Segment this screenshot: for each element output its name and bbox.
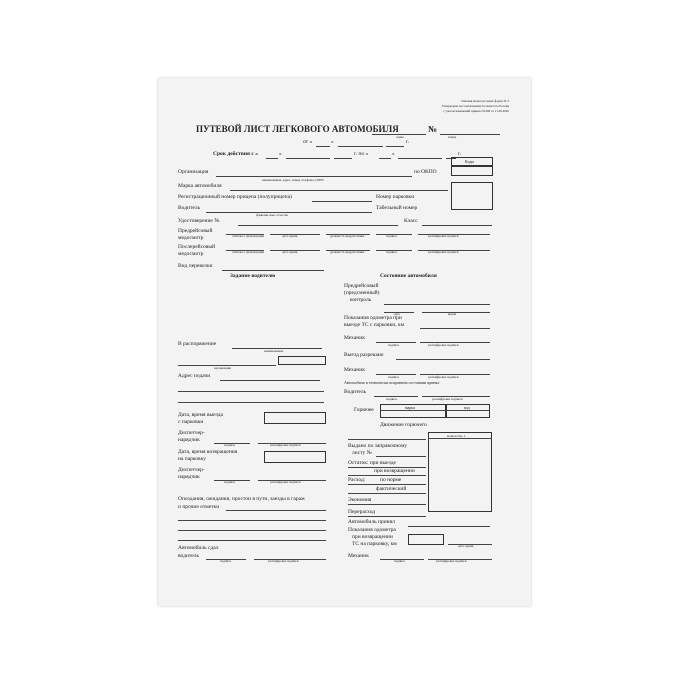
return-label1: Дата, время возвращения: [178, 449, 238, 455]
pretrip-hint-position: должность медработника: [330, 234, 365, 238]
dispatcher2-label2: нарядчик: [178, 474, 200, 480]
odometer-label1: Показания одометра при: [344, 315, 402, 321]
year-suffix: г.: [406, 139, 410, 145]
waybill-form-sheet: Типовая межотраслевая форма № 3 Утверждена постановлением Госкомстата России с учетом изменений приказа №368 от 11.09.2020 ПУТЕВОЙ ЛИСТ ЛЕГКОВОГО АВТОМОБИЛЯ № серия номер от « » г. Срок действия с « » г. по « » г. Коды Организация наименование, адрес, номер телефона, ОГРН по ОКПО Марка автомобиля Регистрационный номер прицепа (полуприцепа) Номер парковки Водитель фамилия, имя, отчество Табельный номер Удостоверение № Класс Предрейсовый медосмотр отметка о прохождении дата, время должность медработника подпись расшифровка подписи Послерейсовый медосмотр отметка о прохождении дата, время должность медработника подпись расшифровка подписи Вид перевозки Задание водителю Состояние автомобиля В распоряжение наименование организация Адрес подачи Дата, время выезда с парковки Диспетчер- нарядчик подпись расшифровка подписи Дата, время возвращения на парковку Диспетчер- нарядчик подпись расшифровка подписи Опоздания, ожидания, простои в пути, заезды в гараж и прочие отметки Автомобиль сдал водитель подпись расшифровка подписи Предрейсовый (предсменный) контроль дата время Показания одометра при выезде ТС с парковки, км Механик подпись расшифровка подписи Выезд разрешаю Механик подпись расшифровка подписи Автомобиль в технически исправном состоянии принял Водитель подпись расшифровка подписи Горючее марка код Движение горючего количество, л Выдано по заправочному листу № Остаток: при выезде при возвращении Расход: по норме фактический Экономия Перерасход Автомобиль принял Показания одометра при возвращении ТС на парковку, км дата, время Механик подпись расшифровка подписи: [158, 78, 531, 606]
okpo-label: по ОКПО: [414, 169, 437, 175]
address-label: Адрес подачи: [178, 373, 211, 379]
posttrip-label1: Послерейсовый: [178, 244, 216, 250]
right-driver-decode-hint: расшифровка подписи: [432, 397, 463, 401]
form-info-line3: с учетом изменений приказа №368 от 11.09.2020: [443, 109, 509, 113]
delays-label2: и прочие отметки: [178, 504, 220, 510]
page-title: ПУТЕВОЙ ЛИСТ ЛЕГКОВОГО АВТОМОБИЛЯ: [196, 124, 399, 134]
quantity-header: количество, л: [447, 434, 466, 438]
accepted-label: Автомобиль принял: [348, 519, 395, 525]
disposal-name-hint: наименование: [264, 349, 284, 353]
mechanic-label: Механик: [344, 335, 365, 341]
right-driver-signature-hint: подпись: [386, 397, 398, 401]
overrun-label: Перерасход: [348, 509, 376, 515]
fuel-brand-header: марка: [405, 405, 415, 410]
posttrip-hint-datetime: дата, время: [282, 250, 298, 254]
number-sign: №: [428, 124, 438, 134]
pretrip-label1: Предрейсовый: [178, 228, 213, 234]
departure-label2: с парковки: [178, 419, 204, 425]
form-info-line2: Утверждена постановлением Госкомстата России: [441, 104, 509, 108]
posttrip-hint-mark: отметка о прохождении: [232, 250, 265, 254]
driver-label: Водитель: [178, 205, 201, 211]
license-label: Удостоверение №: [178, 218, 220, 224]
disposal-label: В распоряжение: [178, 341, 217, 347]
organization-hint: наименование, адрес, номер телефона, ОГРН: [262, 178, 324, 182]
pretrip-label2: медосмотр: [178, 235, 204, 241]
mechanic3-label: Механик: [348, 553, 369, 559]
driver-task-heading: Задание водителю: [230, 273, 276, 279]
precontrol-date-hint: дата: [394, 312, 400, 316]
mechanic3-signature-hint: подпись: [394, 559, 406, 563]
codes-label: Коды: [465, 159, 475, 164]
handed-label2: водитель: [178, 553, 199, 559]
tab-number-label: Табельный номер: [376, 205, 418, 211]
fuel-code-cell[interactable]: [446, 404, 490, 418]
pretrip-hint-signature: подпись: [386, 234, 398, 238]
consumption-fact-label: фактический: [376, 486, 407, 492]
pretrip-hint-decode: расшифровка подписи: [428, 234, 459, 238]
issued-label1: Выдано по заправочному: [348, 443, 408, 449]
dispatcher2-signature-hint: подпись: [224, 480, 236, 484]
issued-label2: листу №: [352, 450, 372, 456]
driver-hint: фамилия, имя, отчество: [256, 213, 289, 217]
okpo-code-box[interactable]: [451, 166, 493, 176]
precontrol-label3: контроль: [350, 297, 372, 303]
validity-label: Срок действия с «: [213, 151, 258, 157]
pretrip-hint-datetime: дата, время: [282, 234, 298, 238]
form-info-line1: Типовая межотраслевая форма № 3: [461, 99, 509, 103]
mechanic2-decode-hint: расшифровка подписи: [428, 375, 459, 379]
mechanic3-decode-hint: расшифровка подписи: [436, 559, 467, 563]
mechanic2-label: Механик: [344, 367, 365, 373]
handed-decode-hint: расшифровка подписи: [268, 559, 299, 563]
dispatcher-label2: нарядчик: [178, 437, 200, 443]
economy-label: Экономия: [348, 497, 372, 503]
dispatcher-decode-hint: расшифровка подписи: [270, 443, 301, 447]
car-state-heading: Состояние автомобиля: [380, 273, 437, 279]
to-label: г. по «: [354, 151, 369, 157]
class-label: Класс: [404, 218, 418, 224]
posttrip-label2: медосмотр: [178, 251, 204, 257]
transport-type-label: Вид перевозки: [178, 263, 213, 269]
odometer-return-box[interactable]: [408, 534, 444, 545]
consumption-label: Расход:: [348, 477, 366, 483]
pretrip-hint-mark: отметка о прохождении: [232, 234, 265, 238]
datetime-hint: дата, время: [458, 544, 474, 548]
parking-number-label: Номер парковки: [376, 194, 415, 200]
handed-signature-hint: подпись: [220, 559, 232, 563]
dispatcher-label1: Диспетчер-: [178, 430, 205, 436]
posttrip-hint-position: должность медработника: [330, 250, 365, 254]
remainder-label1: Остаток: при выезде: [348, 460, 396, 466]
departure-label1: Дата, время выезда: [178, 412, 223, 418]
delays-label1: Опоздания, ожидания, простои в пути, заезды в гараж: [178, 496, 305, 502]
fuel-code-header: код: [464, 405, 470, 410]
fuel-label: Горючее: [354, 407, 374, 413]
exit-allowed-label: Выезд разрешаю: [344, 352, 384, 358]
consumption-norm-label: по норме: [380, 477, 402, 483]
return-label2: на парковку: [178, 456, 206, 462]
handed-label1: Автомобиль сдал: [178, 545, 219, 551]
departure-datetime-box[interactable]: [264, 412, 326, 424]
precontrol-time-hint: время: [448, 312, 456, 316]
fuel-brand-cell[interactable]: [380, 404, 446, 418]
dispatcher-signature-hint: подпись: [224, 443, 236, 447]
number-label: номер: [448, 135, 457, 139]
reg-number-label: Регистрационный номер прицепа (полуприцепа): [178, 194, 292, 200]
disposal-box[interactable]: [278, 356, 326, 365]
mechanic-signature-hint: подпись: [388, 343, 400, 347]
remainder-label2: при возвращении: [374, 468, 415, 474]
fuel-quantity-column[interactable]: [428, 432, 492, 512]
codes-header-box: [451, 157, 493, 166]
from-label: от «: [303, 139, 313, 145]
year-suffix-2: г.: [458, 151, 462, 157]
posttrip-hint-signature: подпись: [386, 250, 398, 254]
dispatcher2-label1: Диспетчер-: [178, 467, 205, 473]
parking-code-box[interactable]: [451, 182, 493, 210]
mechanic-decode-hint: расшифровка подписи: [428, 343, 459, 347]
right-driver-label: Водитель: [344, 389, 367, 395]
dispatcher2-decode-hint: расшифровка подписи: [270, 480, 301, 484]
organization-label: Организация: [178, 169, 209, 175]
odometer-return-label2: при возвращении: [352, 534, 393, 540]
precontrol-label2: (предсменный): [344, 290, 380, 296]
odometer-return-label1: Показания одометра: [348, 527, 396, 533]
series-label: серия: [396, 135, 404, 139]
fuel-movement-label: Движение горючего: [380, 422, 427, 428]
posttrip-hint-decode: расшифровка подписи: [428, 250, 459, 254]
condition-label: Автомобиль в технически исправном состоянии принял: [344, 380, 440, 385]
org-hint: организация: [214, 366, 231, 370]
odometer-label2: выезде ТС с парковки, км: [344, 322, 405, 328]
odometer-return-label3: ТС на парковку, км: [352, 541, 397, 547]
return-datetime-box[interactable]: [264, 451, 326, 463]
car-brand-label: Марка автомобиля: [178, 183, 222, 189]
mechanic2-signature-hint: подпись: [388, 375, 400, 379]
precontrol-label1: Предрейсовый: [344, 283, 379, 289]
